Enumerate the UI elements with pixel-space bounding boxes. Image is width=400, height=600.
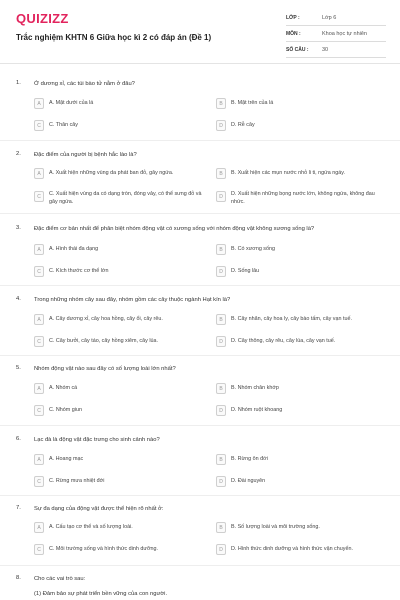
question-text: Ở dương xỉ, các túi bào tử nằm ở đâu?	[34, 81, 135, 87]
option-b[interactable]	[216, 454, 384, 465]
option-text: D. Rễ cây	[231, 122, 255, 128]
option-text: A. Nhóm cá	[49, 385, 78, 391]
question-divider	[0, 285, 400, 286]
option-letter-badge: B	[216, 314, 226, 325]
question-text: Sự đa dạng của động vật được thể hiện rõ nhất ở:	[34, 506, 164, 512]
page-title: Trắc nghiệm KHTN 6 Giữa học kì 2 có đáp án (Đề 1)	[16, 33, 212, 42]
option-a[interactable]	[34, 244, 202, 255]
question-text: Đặc điểm của người bị bệnh hắc lào là?	[34, 152, 137, 158]
option-letter-badge: D	[216, 266, 226, 277]
option-a[interactable]	[34, 314, 202, 325]
meta-row-subject	[286, 26, 386, 42]
question-number: 5.	[16, 365, 21, 371]
question-number: 4.	[16, 296, 21, 302]
option-a[interactable]	[34, 98, 202, 109]
option-letter-badge: A	[34, 314, 44, 325]
option-text: C. Kích thước cơ thể lớn	[49, 268, 109, 274]
option-text: C. Cây bưởi, cây táo, cây hồng xiêm, cây lúa.	[49, 338, 159, 344]
meta-value: Lớp 6	[322, 14, 337, 21]
option-letter-badge: C	[34, 405, 44, 416]
option-b[interactable]	[216, 314, 384, 325]
option-letter-badge: C	[34, 544, 44, 555]
option-letter-badge: A	[34, 383, 44, 394]
option-text: D. Sống lâu	[231, 268, 260, 274]
option-text: C. Nhóm giun	[49, 407, 82, 413]
option-letter-badge: D	[216, 405, 226, 416]
question-divider	[0, 425, 400, 426]
option-d[interactable]	[216, 120, 384, 131]
question-stem	[16, 575, 386, 583]
option-text: B. Mặt trên của lá	[231, 100, 274, 106]
option-text: A. Mặt dưới của lá	[49, 100, 94, 106]
option-letter-badge: C	[34, 266, 44, 277]
option-letter-badge: B	[216, 168, 226, 179]
header-divider	[0, 63, 400, 64]
option-a[interactable]	[34, 522, 202, 533]
option-a[interactable]	[34, 383, 202, 394]
option-text: B. Nhóm chân khớp	[231, 385, 279, 391]
question-number: 1.	[16, 80, 21, 86]
question-text: Cho các vai trò sau:	[34, 576, 86, 582]
option-text: A. Hình thái đa dạng	[49, 246, 99, 252]
question-stem	[16, 436, 386, 444]
meta-value: Khoa học tự nhiên	[322, 30, 367, 37]
option-letter-badge: A	[34, 98, 44, 109]
question-number: 8.	[16, 575, 21, 581]
question-text: Lạc đà là động vật đặc trưng cho sinh cảnh nào?	[34, 437, 160, 443]
option-c[interactable]	[34, 405, 202, 416]
option-b[interactable]	[216, 244, 384, 255]
meta-label: LỚP :	[286, 14, 300, 21]
meta-label: MÔN :	[286, 30, 301, 37]
question-text: Đặc điểm cơ bản nhất để phân biệt nhóm động vật có xương sống với nhóm động vật không xương sống là?	[34, 226, 315, 232]
question-divider	[0, 140, 400, 141]
option-b[interactable]	[216, 522, 384, 533]
option-text: C. Môi trường sống và hình thức dinh dưỡng.	[49, 546, 158, 552]
option-text: D. Hình thức dinh dưỡng và hình thức vận chuyển.	[231, 546, 353, 552]
question-number: 3.	[16, 225, 21, 231]
option-letter-badge: C	[34, 120, 44, 131]
option-letter-badge: C	[34, 336, 44, 347]
option-a[interactable]	[34, 454, 202, 465]
option-c[interactable]	[34, 336, 202, 347]
option-b[interactable]	[216, 98, 384, 109]
option-text: B. Rừng ôn đới	[231, 456, 268, 462]
question-number: 6.	[16, 436, 21, 442]
option-text: A. Hoang mạc	[49, 456, 84, 462]
option-c[interactable]	[34, 476, 202, 487]
option-letter-badge: B	[216, 522, 226, 533]
meta-label: SỐ CÂU :	[286, 46, 309, 53]
question-divider	[0, 565, 400, 566]
meta-row-grade	[286, 10, 386, 26]
option-letter-badge: A	[34, 168, 44, 179]
option-letter-badge: D	[216, 120, 226, 131]
question-stem	[16, 225, 386, 233]
question-number: 2.	[16, 151, 21, 157]
option-text: D. Đài nguyên	[231, 478, 266, 484]
meta-row-count	[286, 42, 386, 58]
question-stem	[16, 296, 386, 304]
option-letter-badge: D	[216, 336, 226, 347]
question-divider	[0, 495, 400, 496]
question-divider	[0, 355, 400, 356]
option-text: C. Rừng mưa nhiệt đới	[49, 478, 105, 484]
quiz-meta	[286, 10, 386, 58]
option-d[interactable]	[216, 405, 384, 416]
option-letter-badge: B	[216, 454, 226, 465]
option-text: A. Xuất hiện những vùng da phát ban đỏ, gây ngứa.	[49, 170, 174, 176]
question-stem	[16, 365, 386, 373]
option-letter-badge: B	[216, 244, 226, 255]
question-divider	[0, 213, 400, 214]
option-letter-badge: B	[216, 383, 226, 394]
option-letter-badge: D	[216, 544, 226, 555]
option-a[interactable]	[34, 168, 202, 179]
question-text: Trong những nhóm cây sau đây, nhóm gồm các cây thuộc ngành Hạt kín là?	[34, 297, 231, 303]
option-b[interactable]	[216, 168, 384, 179]
option-text: B. Có xương sống	[231, 246, 276, 252]
option-letter-badge: D	[216, 476, 226, 487]
option-text: B. Cây nhãn, cây hoa ly, cây bào tấm, cây vạn tuế.	[231, 316, 352, 322]
option-letter-badge: C	[34, 476, 44, 487]
option-text: C. Thân cây	[49, 122, 78, 128]
option-c[interactable]	[34, 120, 202, 131]
option-text: D. Cây thông, cây rêu, cây lúa, cây vạn tuế.	[231, 338, 336, 344]
option-text: A. Cây dương xỉ, cây hoa hồng, cây ổi, cây rêu.	[49, 316, 163, 322]
option-d[interactable]	[216, 266, 384, 277]
question-number: 7.	[16, 505, 21, 511]
option-text: D. Nhóm ruột khoang	[231, 407, 283, 413]
option-letter-badge: A	[34, 244, 44, 255]
question-stem	[16, 151, 386, 159]
question-extra-line	[34, 590, 384, 598]
option-letter-badge: B	[216, 98, 226, 109]
option-text: B. Số lượng loài và môi trường sống.	[231, 524, 320, 530]
option-d[interactable]	[216, 191, 384, 206]
option-c[interactable]	[34, 544, 202, 555]
option-letter-badge: A	[34, 522, 44, 533]
option-d[interactable]	[216, 336, 384, 347]
option-letter-badge: C	[34, 191, 44, 202]
option-letter-badge: A	[34, 454, 44, 465]
option-b[interactable]	[216, 383, 384, 394]
option-c[interactable]	[34, 266, 202, 277]
option-c[interactable]	[34, 191, 202, 206]
meta-value: 30	[322, 46, 329, 53]
option-text: C. Xuất hiện vùng da có dạng tròn, đóng vảy, có thể sưng đỏ và gây ngứa.	[49, 191, 202, 205]
option-letter-badge: D	[216, 191, 226, 202]
quizizz-logo: QUIZIZZ	[16, 11, 69, 26]
option-d[interactable]	[216, 476, 384, 487]
question-stem	[16, 80, 386, 88]
option-d[interactable]	[216, 544, 384, 555]
option-text: A. Cấu tạo cơ thể và số lượng loài.	[49, 524, 133, 530]
page-header	[0, 0, 400, 66]
question-extra-text: (1) Đảm bảo sự phát triển bền vững của con người.	[34, 591, 168, 597]
question-text: Nhóm động vật nào sau đây có số lượng loài lớn nhất?	[34, 366, 176, 372]
question-stem	[16, 505, 386, 513]
option-text: D. Xuất hiện những bọng nước lớn, không ngứa, không đau nhức.	[231, 191, 375, 205]
option-text: B. Xuất hiện các mụn nước nhỏ li ti, ngứa ngáy.	[231, 170, 346, 176]
